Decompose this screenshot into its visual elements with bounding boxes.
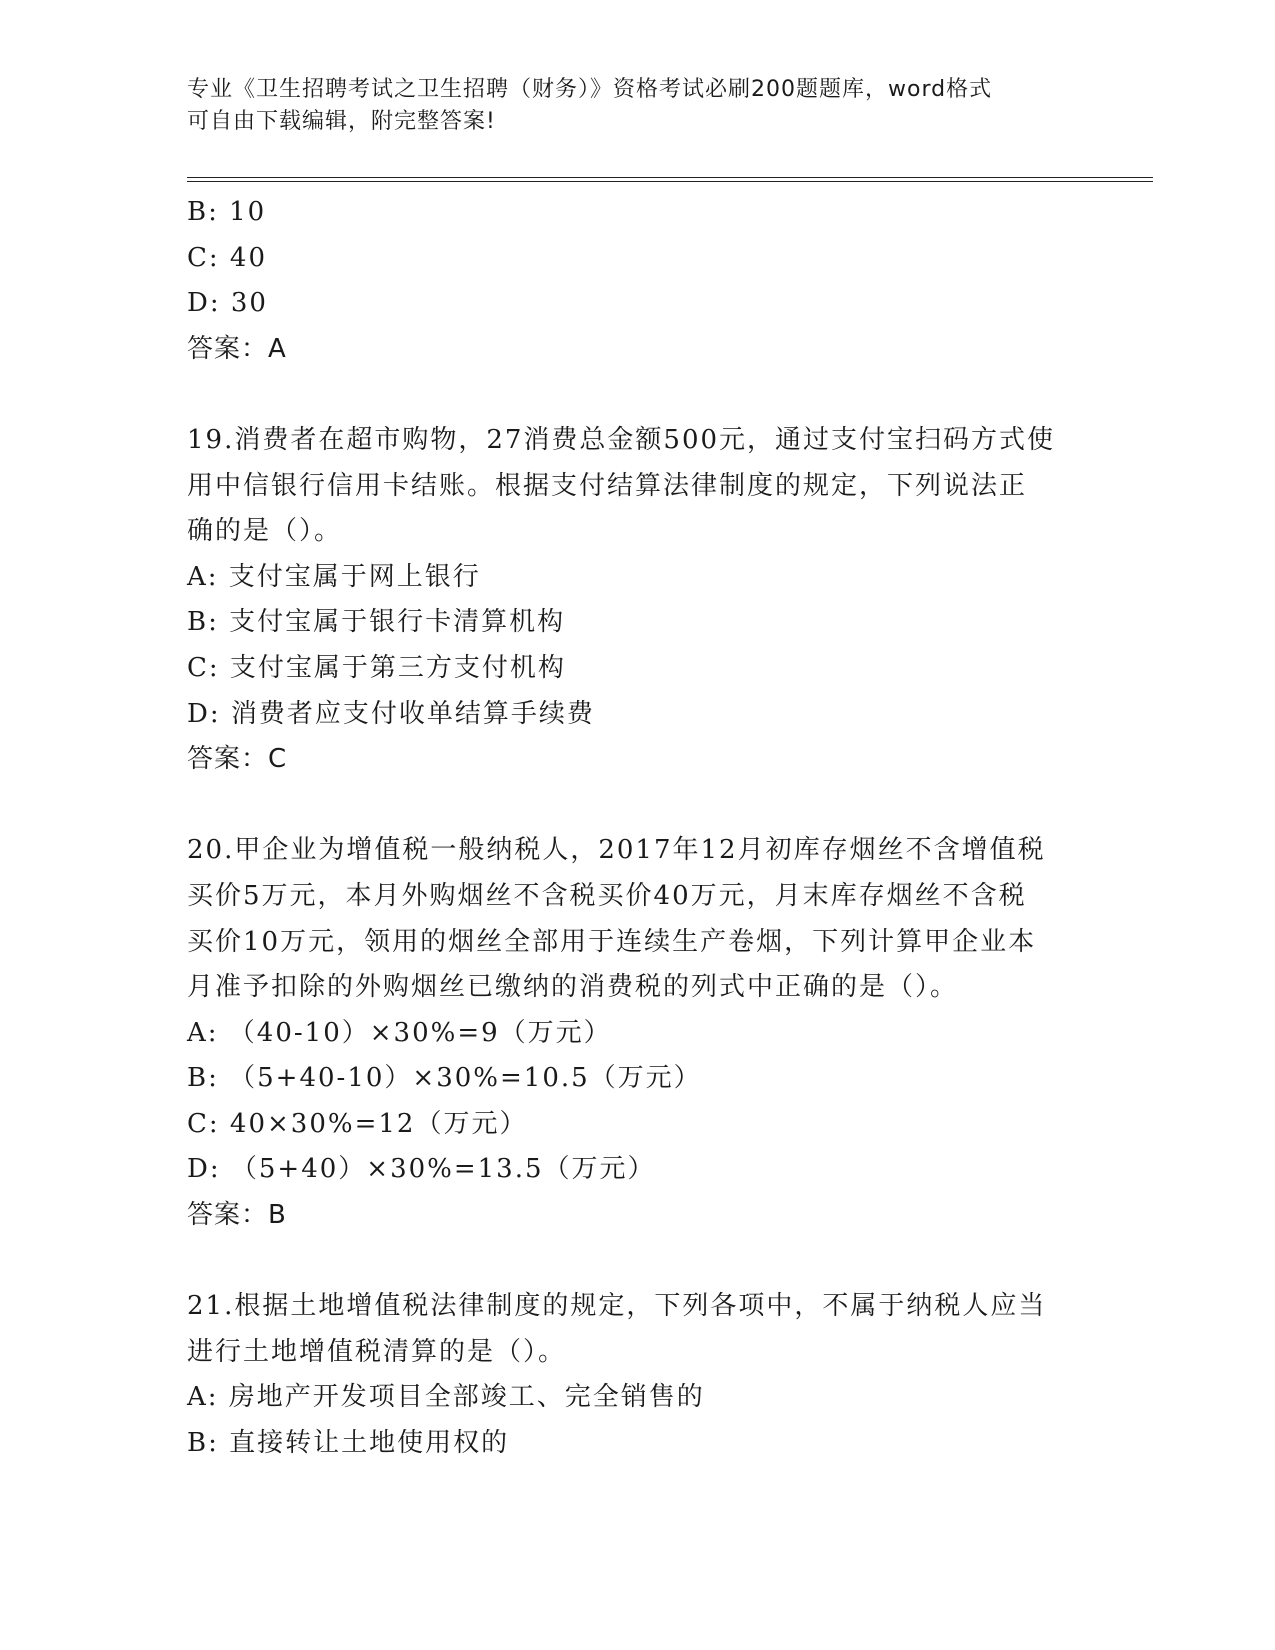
q20-stem-line-3: 买价10万元，领用的烟丝全部用于连续生产卷烟，下列计算甲企业本 <box>187 926 1037 957</box>
q19-stem-line-1: 19.消费者在超市购物，27消费总金额500元，通过支付宝扫码方式使 <box>187 424 1056 455</box>
q18-option-b: B: 10 <box>187 197 267 227</box>
q19-option-d: D: 消费者应支付收单结算手续费 <box>187 698 595 729</box>
q19-stem-line-2: 用中信银行信用卡结账。根据支付结算法律制度的规定，下列说法正 <box>187 470 1028 501</box>
q19-stem-line-3: 确的是（）。 <box>187 516 343 547</box>
question-21 <box>187 1284 1087 1466</box>
q20-option-d: D: （5+40）×30%=13.5（万元） <box>187 1154 656 1185</box>
q20-option-c: C: 40×30%=12（万元） <box>187 1108 528 1139</box>
q21-option-b: B: 直接转让土地使用权的 <box>187 1428 510 1459</box>
q20-stem-line-2: 买价5万元，本月外购烟丝不含税买价40万元，月末库存烟丝不含税 <box>187 880 1027 911</box>
header-title-line-1: 专业《卫生招聘考试之卫生招聘（财务）》资格考试必刷200题题库，word格式 <box>187 77 993 102</box>
question-content <box>187 190 1087 1467</box>
q18-option-c: C: 40 <box>187 242 268 273</box>
question-19 <box>187 418 1087 783</box>
q20-stem-line-1: 20.甲企业为增值税一般纳税人，2017年12月初库存烟丝不含增值税 <box>187 835 1046 866</box>
q18-answer: 答案：A <box>187 333 287 364</box>
header-title-line-2: 可自由下载编辑，附完整答案! <box>187 109 496 134</box>
q20-option-b: B: （5+40-10）×30%=10.5（万元） <box>187 1063 702 1094</box>
question-20 <box>187 828 1087 1238</box>
q20-stem-line-4: 月准予扣除的外购烟丝已缴纳的消费税的列式中正确的是（）。 <box>187 972 959 1003</box>
q21-stem-line-2: 进行土地增值税清算的是（）。 <box>187 1336 567 1367</box>
q18-option-d: D: 30 <box>187 288 268 319</box>
q20-answer: 答案：B <box>187 1200 287 1231</box>
page-header <box>187 74 1087 138</box>
q21-stem-line-1: 21.根据土地增值税法律制度的规定，下列各项中，不属于纳税人应当 <box>187 1291 1047 1322</box>
question-18 <box>187 190 1087 372</box>
q19-answer: 答案：C <box>187 744 288 775</box>
q19-option-b: B: 支付宝属于银行卡清算机构 <box>187 607 566 638</box>
q20-option-a: A: （40-10）×30%=9（万元） <box>187 1017 612 1048</box>
q19-option-c: C: 支付宝属于第三方支付机构 <box>187 652 566 683</box>
q21-option-a: A: 房地产开发项目全部竣工、完全销售的 <box>187 1382 705 1413</box>
header-divider <box>187 177 1153 182</box>
q19-option-a: A: 支付宝属于网上银行 <box>187 561 481 592</box>
